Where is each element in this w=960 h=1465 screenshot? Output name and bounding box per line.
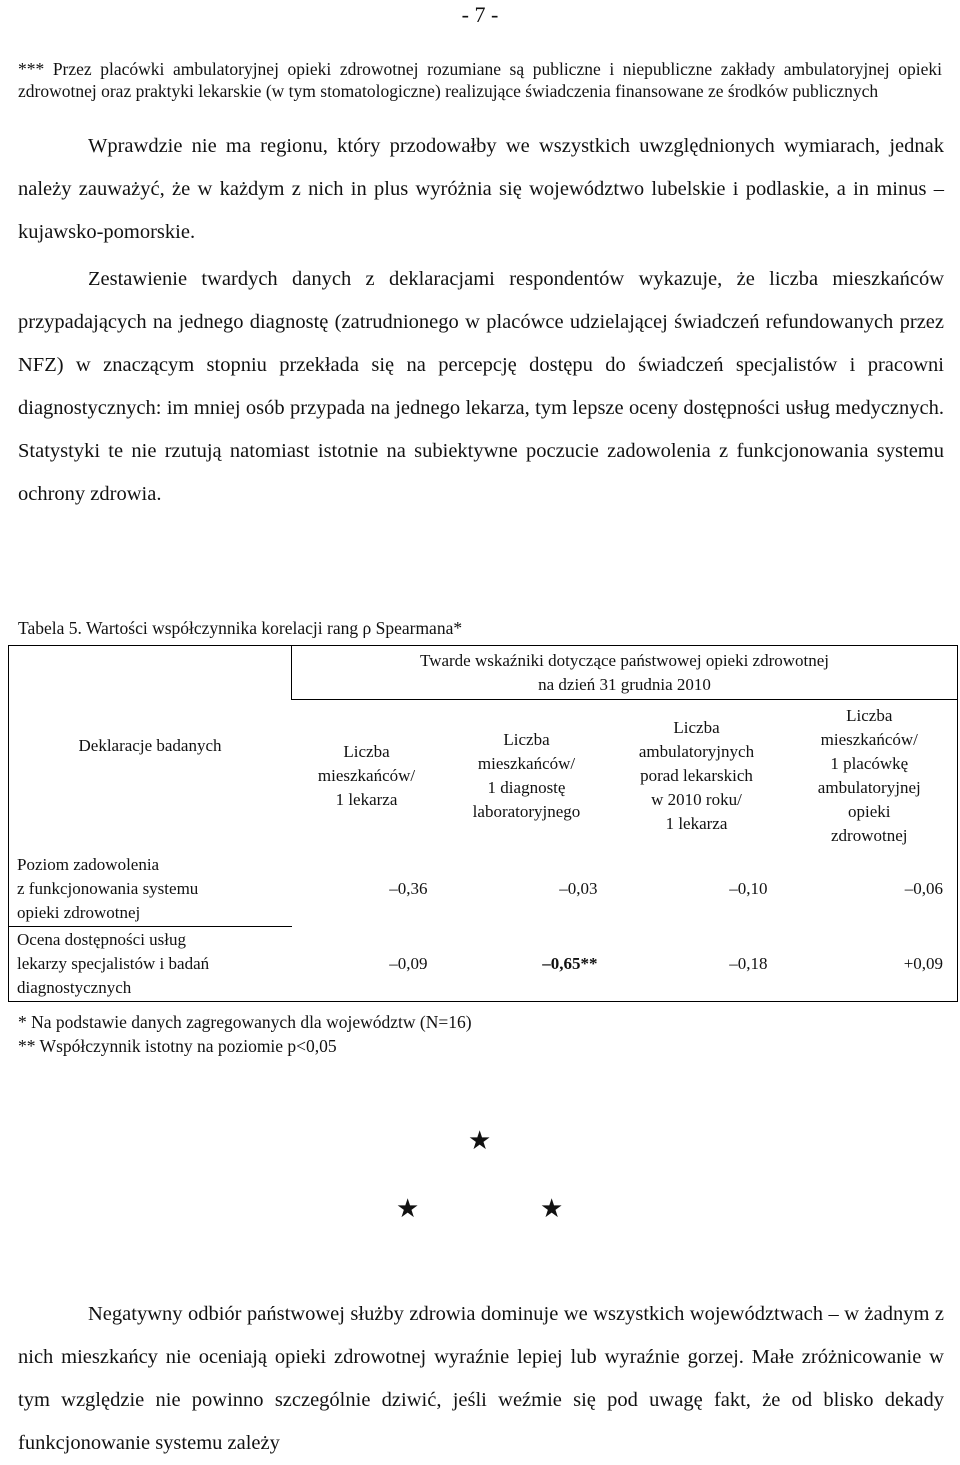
column-header-residents-per-doctor: Liczba mieszkańców/ 1 lekarza xyxy=(317,741,416,809)
group-header: Twarde wskaźniki dotyczące państwowej opieki zdrowotnej na dzień 31 grudnia 2010 xyxy=(292,646,958,700)
table-row xyxy=(9,927,958,1002)
column-header-residents-per-diagnostician: Liczba mieszkańców/ 1 diagnostę laboratoryjnego xyxy=(472,729,581,821)
paragraph-3: Negatywny odbiór państwowej służby zdrowia dominuje we wszystkich województwach – w żadnym z nich mieszkańcy nie oceniają opieki zdrowotnej wyraźnie lepiej lub wyraźnie gorzej. Małe zróżnicowanie w tym względzie nie powinno szczególnie dziwić, jeśli weźmie się pod uwagę fakt, że od blisko dekady funkcjonowanie systemu zależy xyxy=(18,1303,944,1454)
paragraph-1: Wprawdzie nie ma regionu, który przodowałby we wszystkich uwzględnionych wymiarach, jednak należy zauważyć, że w każdym z nich in plus wyróżnia się województwo lubelskie i podlaskie, a in minus – kujawsko-pomorskie. xyxy=(18,135,944,243)
table-caption: Tabela 5. Wartości współczynnika korelacji rang ρ Spearmana* xyxy=(18,618,463,638)
value-satisfaction-col2: –0,03 xyxy=(559,879,598,898)
column-header-consultations-per-doctor: Liczba ambulatoryjnych porad lekarskich w 2010 roku/ 1 lekarza xyxy=(638,717,755,833)
star-icon: ★ xyxy=(396,1194,420,1223)
value-satisfaction-col3: –0,10 xyxy=(729,879,768,898)
value-access-col3: –0,18 xyxy=(729,953,768,973)
value-access-col2: –0,65** xyxy=(542,953,598,973)
star-icon: ★ xyxy=(540,1194,564,1223)
row-label-access: Ocena dostępności usług lekarzy specjalistów i badań diagnostycznych xyxy=(9,927,292,1002)
table-notes xyxy=(18,1010,472,1058)
table-row xyxy=(9,852,958,927)
value-satisfaction-col4: –0,06 xyxy=(904,879,944,898)
value-satisfaction-col1: –0,36 xyxy=(389,879,428,898)
star-icon: ★ xyxy=(468,1126,492,1155)
footnote-intro: *** Przez placówki ambulatoryjnej opieki zdrowotnej rozumiane są publiczne i niepubliczne zakłady ambulatoryjnej opieki zdrowotnej oraz praktyki lekarskie (w tym stomatologiczne) realizujące świadczenia finansowane ze środków publicznych xyxy=(18,59,942,101)
row-header: Deklaracje badanych xyxy=(78,736,222,755)
row-label-satisfaction: Poziom zadowolenia z funkcjonowania systemu opieki zdrowotnej xyxy=(17,854,199,922)
correlation-table xyxy=(8,645,958,1002)
page-number: - 7 - xyxy=(461,2,499,27)
column-header-residents-per-facility: Liczba mieszkańców/ 1 placówkę ambulatoryjnej opieki zdrowotnej xyxy=(817,705,921,845)
table-note-1: * Na podstawie danych zagregowanych dla województw (N=16) xyxy=(18,1012,472,1032)
value-access-col1: –0,09 xyxy=(389,953,428,973)
row-header-cell xyxy=(9,646,292,852)
table-note-2: ** Współczynnik istotny na poziomie p<0,05 xyxy=(18,1036,337,1056)
paragraph-2: Zestawienie twardych danych z deklaracjami respondentów wykazuje, że liczba mieszkańców przypadających na jednego diagnostę (zatrudnionego w placówce udzielającej świadczeń refundowanych przez NFZ) w znaczącym stopniu przekłada się na percepcję dostępu do świadczeń specjalistów i pracowni diagnostycznych: im mniej osób przypada na jednego lekarza, tym lepsze oceny dostępności usług medycznych. Statystyki te nie rzutują natomiast istotnie na subiektywne poczucie zadowolenia z funkcjonowania systemu ochrony zdrowia. xyxy=(18,268,944,505)
value-access-col4: +0,09 xyxy=(903,953,944,973)
